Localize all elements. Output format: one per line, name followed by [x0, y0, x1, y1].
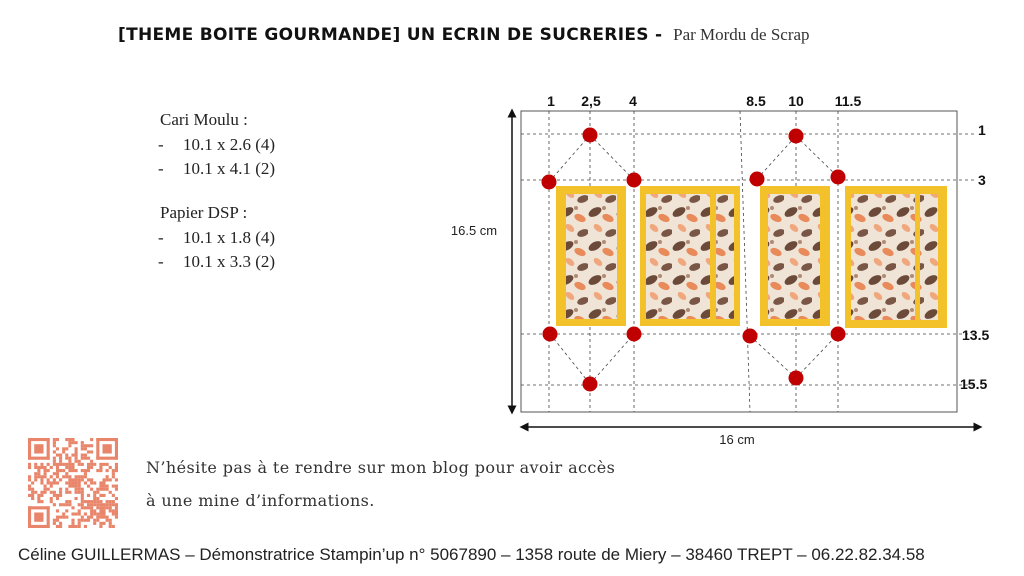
top-label: 11.5 — [834, 93, 862, 109]
list-dash: - — [158, 228, 164, 247]
fold-dot — [583, 128, 598, 143]
fold-dot — [542, 175, 557, 190]
panel-pattern — [566, 194, 617, 319]
right-label: 3 — [978, 172, 986, 188]
title-byline: Par Mordu de Scrap — [673, 25, 810, 44]
panel-pattern — [851, 194, 915, 320]
fold-dot — [831, 170, 846, 185]
title-main: [THEME BOITE GOURMANDE] UN ECRIN DE SUCRERIES - — [118, 25, 663, 45]
fold-dot — [789, 129, 804, 144]
height-label: 16.5 cm — [450, 223, 498, 238]
list-value: 10.1 x 4.1 (2) — [183, 159, 276, 178]
fold-dot — [750, 172, 765, 187]
list-value: 10.1 x 2.6 (4) — [183, 135, 276, 154]
qr-code-icon[interactable] — [28, 438, 118, 528]
list-dash: - — [158, 135, 164, 154]
panel-pattern — [716, 194, 734, 319]
blog-text-line-2: à une mine d’informations. — [146, 491, 375, 510]
top-label: 8.5 — [746, 93, 766, 109]
width-label: 16 cm — [719, 432, 755, 447]
footer-contact: Céline GUILLERMAS – Démonstratrice Stampin’up n° 5067890 – 1358 route de Miery – 38460 TREPT – 06.22.82.34.58 — [18, 545, 925, 564]
fold-dot — [543, 327, 558, 342]
cari-moulu-heading: Cari Moulu : — [160, 110, 248, 129]
blog-text-line-1: N’hésite pas à te rendre sur mon blog pour avoir accès — [146, 458, 616, 477]
list-value: 10.1 x 1.8 (4) — [183, 228, 276, 247]
list-dash: - — [158, 252, 164, 271]
right-label: 13.5 — [962, 327, 990, 343]
top-label: 4 — [629, 93, 637, 109]
right-label: 15.5 — [960, 376, 988, 392]
list-value: 10.1 x 3.3 (2) — [183, 252, 276, 271]
fold-dot — [743, 329, 758, 344]
fold-dot — [831, 327, 846, 342]
top-label: 1 — [547, 93, 555, 109]
fold-dot — [789, 371, 804, 386]
fold-dot — [627, 173, 642, 188]
top-label: 2,5 — [581, 93, 601, 109]
top-label: 10 — [788, 93, 804, 109]
panel-pattern — [768, 194, 820, 319]
right-label: 1 — [978, 122, 986, 138]
fold-dot — [627, 327, 642, 342]
panel-pattern — [920, 194, 938, 320]
panel-pattern — [646, 194, 710, 319]
papier-dsp-heading: Papier DSP : — [160, 203, 248, 222]
fold-dot — [583, 377, 598, 392]
list-dash: - — [158, 159, 164, 178]
